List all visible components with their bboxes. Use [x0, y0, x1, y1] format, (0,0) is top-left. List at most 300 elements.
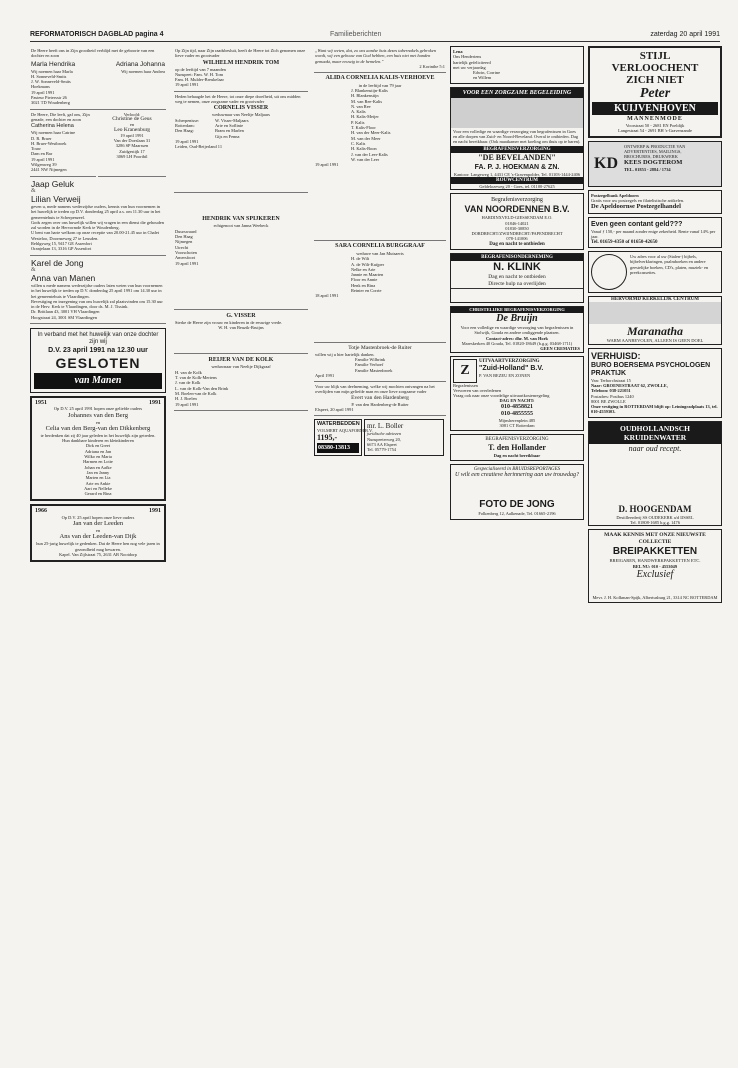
- anniversary-body: hun 25-jarig huwelijk te gedenken. Dat de Heere hen nog vele jaren in gezondheid mag bewaren.: [36, 541, 160, 552]
- family-line: H. van de Kolk: [175, 369, 202, 375]
- ad-address: Voorstraat 50 - 2681 EN Poeldijk: [625, 123, 685, 128]
- obituary-reijer-van-de-kolk: [174, 354, 308, 410]
- paper-date: zaterdag 20 april 1991: [650, 31, 720, 38]
- bookstore-logo-icon: [591, 254, 627, 290]
- thanks-body: Voor uw blijk van deelneming, welke wij mochten ontvangen na het overlijden van mijn geliefde man en onze lieve zorgzame vader: [315, 384, 435, 395]
- wedding-announcement-de-jong: Karel de Jong & Anna van Manen willen u mede namens wederzijdse ouders laten weten van hun voornemen in het huwelijk te treden op D.V. donderdag 25 april 1991 om 14.30 uur in het gemeentehuis te Vlaardingen. Bevestiging en inzegening van ons huwelijk zal plaatsvinden om 15.30 uur in de Herv. Kerk te Vlaardingen, door ds. M. J. Tissink. Dr. Brittlaan 43, 3001 VH Vlaardingen Hoogstraat 24, 3001 SM Vlaardingen: [30, 256, 166, 324]
- quote-block: [314, 46, 446, 73]
- ad-address: Mijnsherenplein 485: [498, 417, 536, 423]
- ad-tagline: GEEN CREMATIES: [540, 346, 580, 352]
- family-place: Rotterdam:: [175, 122, 195, 128]
- place-line: Touw: [31, 146, 41, 152]
- address-line: 3069 LH Poortbil: [116, 154, 148, 160]
- closed-notice-date: D.V. 23 april 1991 na 12.30 uur: [48, 346, 148, 354]
- ad-phone: 010-4858821: [501, 403, 533, 410]
- family-line: W. H. van Beuzik-Bruijns: [218, 325, 264, 331]
- thanks-date: Elspeet, 20 april 1991: [315, 406, 354, 412]
- parent-name: H. Bruer-Westbroek: [31, 140, 67, 146]
- thanks-evert: [314, 382, 446, 416]
- children-line: Adriana en Jan: [84, 448, 112, 454]
- family-line: M. van der Meer: [351, 135, 381, 141]
- ad-company: De Apeldoornse Postzegelhandel: [591, 203, 681, 211]
- family-line: Reinier en Corrie: [351, 288, 382, 294]
- de-bruijn-ad: [450, 306, 584, 352]
- family-line: M. Boelen-van de Kolk: [175, 390, 217, 396]
- ad-headline: VERLOOCHENT: [611, 62, 699, 74]
- family-line: T. van de Kolk-Mertens: [175, 375, 217, 381]
- anniversary-1951: [30, 396, 166, 501]
- family-line: C. Kalis: [351, 140, 366, 146]
- kees-dogterom-ad: [588, 141, 722, 187]
- family-line: Nunspeet: Fam. W. H. Tom: [175, 71, 224, 77]
- van-noordennen-ad: [450, 193, 584, 250]
- boersema-ad: [588, 348, 722, 418]
- end-year: 1991: [149, 399, 161, 406]
- ad-phone: BEL NU: 010 - 4553049: [632, 563, 678, 569]
- hoogendam-ad: [588, 421, 722, 527]
- ad-address: Destilleerderij SS OUDEKERK a/d IJSSEL: [616, 514, 694, 520]
- family-line: A. de Wilt-Kuijper: [351, 261, 385, 267]
- bible-reference: 2 Korinthe 5:1: [419, 63, 445, 69]
- foto-de-jong-ad: [450, 464, 584, 520]
- engaged-name: Leo Kranenburg: [113, 126, 151, 133]
- ad-subtitle: VOLMERT AQUAFORM B.V.: [317, 427, 373, 433]
- wedding-body: geven u, mede namens wederzijdse ouders, kennis van hun voornemen in het huwelijk te treden op D.V. donderdag 25 april a.s. om 11.30 uur in het gemeentehuis te Scherpenzeel.: [31, 203, 161, 220]
- deceased-name: WILHELM HENDRIK TOM: [202, 59, 280, 66]
- ad-phone: TEL. 01853 - 2884 / 1734: [624, 167, 671, 173]
- obituary-alida-kalis: [314, 73, 446, 241]
- announcement-date: 19 april 1991: [31, 89, 55, 95]
- deceased-name: G. VISSER: [226, 312, 256, 319]
- zuid-holland-logo-icon: Z: [453, 359, 477, 383]
- greeting-line: hartelijk gefeliciteerd: [453, 59, 491, 65]
- ad-tagline: Directe hulp na overlijden: [488, 281, 546, 288]
- family-line: Nijmegen: [175, 239, 193, 245]
- ad-price: 1195,-: [317, 432, 338, 442]
- ad-title: BREIPAKKETTEN: [612, 546, 698, 558]
- family-line: Bram en Marlen: [215, 128, 244, 134]
- ad-address: Van: Terborchstraat 15: [591, 377, 631, 383]
- start-year: 1951: [35, 399, 47, 406]
- family-line: T. Kalis-Floor: [351, 125, 376, 131]
- maranatha-ad: [588, 296, 722, 345]
- zuid-holland-ad: [450, 356, 584, 432]
- spouse-name: Jan van der Leeden: [72, 520, 124, 528]
- ad-phone: 078-141006: [506, 236, 528, 242]
- children-line: Johan en Aafke: [84, 464, 112, 470]
- loan-ad: [588, 217, 722, 248]
- place-line: Dam en Bar: [31, 151, 53, 157]
- ad-item: Vervoeren van overledenen: [453, 387, 502, 393]
- masthead: [30, 30, 720, 42]
- children-line: Arie en Ankie: [85, 480, 111, 486]
- family-line: Den Haag: [175, 234, 193, 240]
- ad-address: Folkenberg 12, Aalkenade, Tel. 01665-2196: [478, 511, 556, 517]
- obituary-date: 19 april 1991: [175, 260, 199, 266]
- spouse-name: Johannes van den Berg: [68, 411, 128, 419]
- family-place: Den Haag:: [175, 128, 194, 134]
- brand-script: Exclusief: [636, 568, 674, 580]
- closed-notice-brand: [34, 373, 162, 389]
- family-line: Duurswaard: [175, 228, 197, 234]
- end-year: 1991: [149, 508, 161, 515]
- ad-subtitle: naar oud recept.: [628, 443, 682, 453]
- family-line: Familie Wilbrink: [355, 356, 386, 362]
- boller-ad: [364, 419, 444, 456]
- ad-item: Vraag ook naar onze voordelige uitvaartkostenregeling: [453, 393, 550, 399]
- family-line: H. de Wilt: [351, 256, 370, 262]
- deceased-subtext: weduwe van Jan Mutsaerts: [356, 250, 404, 256]
- family-line: Utrecht: [175, 244, 189, 250]
- obituary-sara-burggraaf: [314, 241, 446, 342]
- birthday-greeting: [450, 46, 584, 84]
- family-line: W. van der Leer: [351, 156, 380, 162]
- obituary-hendrik-van-spijkeren: [174, 193, 308, 309]
- start-year: 1966: [35, 508, 47, 515]
- ad-contact: Contact-adres: dhr. M. van Hork: [486, 335, 548, 341]
- ad-headline: OUDHOLLANDSCH KRUIDENWATER: [589, 422, 721, 444]
- conjunction: en: [95, 528, 101, 534]
- signature-line: P. van den Hardenberg-de Ruiter: [351, 401, 409, 407]
- family-line: Voorschoten: [175, 249, 197, 255]
- ad-phone: 010-4855555: [501, 410, 533, 417]
- parent-name: Hoekmans: [31, 84, 50, 90]
- family-line: Nelke en Arie: [351, 266, 376, 272]
- ad-body: Voor een volledige en waardige verzorging van begrafenissen in Stolwijk, Gouda en andere omliggende plaatsen.: [460, 325, 574, 336]
- obituary-g-visser: [174, 310, 308, 355]
- ad-title: HERVORMD KERKELIJK CENTRUM: [610, 297, 700, 303]
- family-line: P. Kalis: [351, 119, 365, 125]
- deceased-subtext: echtgenoot van Janna Weebeck: [213, 223, 269, 229]
- ad-headline: Even geen contant geld???: [591, 221, 683, 229]
- ad-headline: MAAK KENNIS MET ONZE NIEUWSTE COLLECTIE: [604, 532, 706, 546]
- ad-company: N. KLINK: [493, 261, 541, 274]
- ad-tagline: Dag en nacht te ontbieden: [488, 274, 546, 281]
- family-line: J. Blankenstijn-Kalis: [351, 87, 388, 93]
- children-line: Hun dankbare kinderen en kleinkinderen: [62, 438, 134, 444]
- children-line: Dirk en Greet: [85, 443, 111, 449]
- ad-note: Onze vestiging in ROTTERDAM blijft op: Leiningradplaats 13, tel. 010-4559303.: [591, 404, 718, 415]
- deceased-name: CORNELIS VISSER: [213, 105, 269, 112]
- ad-tagline: Dag en nacht bereikbaar: [493, 452, 541, 458]
- announcement-intro: De Heere heeft ons in Zijn grootheid verblijd met de geboorte van een dochter en zoon: [31, 48, 155, 59]
- ad-subtitle: BREIGAREN, HANDWERKPAKKETTEN ETC.: [609, 558, 701, 564]
- ad-headline: VERHUISD:: [591, 350, 641, 361]
- parent-name: D. R. Bruer: [31, 135, 52, 141]
- thanks-body: willen wij u hier hartelijk danken.: [315, 351, 375, 357]
- ad-banner: VOOR EEN ZORGZAME BEGELEIDING: [451, 88, 583, 98]
- deceased-subtext: weduwnaar van Neeltje Maljaars: [212, 112, 270, 118]
- obituary-date: 19 april 1991: [175, 401, 199, 407]
- family-line: Floor en Annie: [351, 277, 378, 283]
- children-line: Aart en Nelleke: [84, 485, 112, 491]
- kd-logo: KD: [594, 154, 618, 172]
- family-line: Arie en Soflinie: [215, 122, 244, 128]
- address-line: 2441 NW Nijmegen: [31, 167, 67, 173]
- closed-notice-ad: [30, 328, 166, 393]
- obituary-wilhelm-tom: [174, 46, 308, 92]
- thanks-name: Totje Mastenbroek-de Ruiter: [348, 344, 412, 351]
- ad-owner: FA. P. J. HOEKMAN & ZN.: [474, 163, 560, 171]
- obituary-intro: Heden behaagde het de Heere, tot onze diepe droefheid, uit ons midden weg te nemen, onze zorgzame vader en grootvader: [175, 93, 301, 105]
- brand-name: van Manen: [74, 374, 122, 386]
- ad-phone: Tel. 01808-1685 b.g.g. 1476: [630, 520, 680, 526]
- ad-tagline: WARM AANBEVOLEN, ALLEEN IS GEEN DOEL: [606, 338, 704, 344]
- thanks-date: April 1991: [315, 372, 335, 378]
- ad-title: mr. L. Boller: [367, 422, 404, 431]
- column-2: [174, 46, 308, 1046]
- ad-title: Postzegelbank Apeldoorn: [591, 192, 639, 198]
- ad-address: Naar: GROENESTRAAT 62, ZWOLLE,: [591, 382, 668, 388]
- obituary-date: 19 april 1991: [175, 82, 199, 88]
- ad-company: D. HOOGENDAM: [618, 503, 692, 514]
- children-line: Gerard en Rina: [84, 491, 112, 497]
- family-line: Familie Mastenbroek: [355, 367, 393, 373]
- obituary-date: 19 april 1991: [175, 138, 199, 144]
- ad-title: UITVAARTVERZORGING: [479, 358, 540, 364]
- wedding-body: U bent van harte welkom op onze receptie van 20.00-21.45 uur in Chalet Westeloo, Doornseweg 27 te Leusden.: [31, 230, 160, 241]
- child-name: Marla Hendrika: [31, 60, 76, 68]
- ad-address: Kantoor: Langeweg 1, 4431 CE 's-Gravenpolder, Tel. 01103-1444-2406: [453, 171, 581, 177]
- obituary-body: Sterke de Heere zijn vrouw en kinderen in de eeuwige vrede.: [175, 319, 283, 325]
- ad-body: Uw adres voor al uw (Stalen-) bijbels, bijbelverklaringen, psalmboeken en andere geestelijke boeken, CD's, platen, muziek- en preekcassettes.: [630, 254, 709, 275]
- address-line: Rehlgsweg 15, 9417 GE Assenfort: [31, 241, 92, 247]
- deceased-name: SARA CORNELIA BURGGRAAF: [335, 243, 425, 250]
- deceased-name: ALIDA CORNELIA KALIS-VERHOEVE: [325, 75, 435, 82]
- ad-title: WATERBEDDEN: [317, 421, 360, 428]
- announcement-date: 19 april 1991: [31, 156, 55, 162]
- ad-address: Postadres: Postbus 1240: [591, 393, 634, 399]
- parent-name: J. W. Sonneveld-Smits: [31, 79, 71, 85]
- family-line: H. J. Boelen: [175, 396, 197, 402]
- ad-bar: ROUWCENTRUM: [451, 177, 583, 184]
- column-1: [30, 46, 166, 1046]
- deceased-subtext: op de leeftijd van 7 maanden: [175, 66, 226, 72]
- greeting-sign: en Willem: [473, 75, 492, 81]
- children-line: Jan en Janny: [86, 469, 110, 475]
- address-line: Tel. 05779-1754: [367, 447, 396, 453]
- paper-name: REFORMATORISCH DAGBLAD pagina 4: [30, 31, 164, 38]
- ad-phone: 01846-14021: [505, 220, 529, 226]
- family-place: Scherpenisse:: [175, 117, 200, 123]
- closed-notice-text: In verband met het huwelijk van onze dochter zijn wij: [37, 331, 159, 345]
- anniversary-intro: Op D.V. 25 april 1991 hopen onze geliefde ouders: [53, 406, 143, 412]
- family-line: L. van de Kolk-Van den Brink: [175, 385, 229, 391]
- children-line: Wilko en Maria: [84, 454, 112, 460]
- obituary-address: Leiden, Oud-Beijerland 11: [175, 144, 223, 150]
- waterbedden-ad: [314, 419, 373, 456]
- column-5: [588, 46, 722, 1046]
- ad-item: ONTWERP & PRODUCTIE VAN: [624, 143, 686, 149]
- ad-bar: BEGRAFENISVERZORGING: [485, 437, 549, 443]
- ad-title: "DE BEVELANDEN": [478, 152, 556, 162]
- ad-bar: Gespecialiseerd in BRUIDSREPORTAGES: [473, 466, 561, 472]
- groom-name: Jaap Geluk: [31, 178, 74, 189]
- wedding-body: Gods zegen over ons huwelijk willen wij vragen in een dienst die gehouden zal worden in de Hervormde Kerk te Woudenberg.: [31, 219, 164, 231]
- family-line: H. Kalis-Boon: [351, 146, 377, 152]
- ad-company: T. den Hollander: [488, 442, 546, 452]
- deceased-subtext: in de leeftijd van 79 jaar: [358, 82, 402, 88]
- de-bevelanden-ad: [450, 87, 584, 190]
- obituary-intro: Op Zijn tijd, naar Zijn raadsbesluit, heeft de Heere tot Zich genomen onze lieve vader en grootvader: [175, 48, 306, 59]
- ad-item: BROCHURES, DRUKWERK: [624, 154, 678, 160]
- family-line: H. van der Meer-Kalis: [351, 130, 391, 136]
- obituary-cornelis-visser: [174, 92, 308, 194]
- ad-item: Begrafenissen: [453, 382, 478, 388]
- family-line: M. van Ree-Kalis: [351, 98, 383, 104]
- children-line: Harmen en Lotte: [83, 459, 113, 465]
- anniversary-body: te herdenken dat zij 40 jaar geleden in het huwelijk zijn getreden.: [40, 432, 156, 438]
- address-line: Hoogstraat 24, 3001 SM Vlaardingen: [31, 314, 97, 320]
- ad-bar: BEGRAFENISVERZORGING: [451, 146, 583, 153]
- family-line: Familie Verhoef: [355, 362, 384, 368]
- family-line: J. van der Leer-Kalis: [351, 151, 388, 157]
- ad-company: De Bruijn: [496, 313, 538, 325]
- announcement-date: 19 april 1991: [120, 132, 144, 138]
- address-line: Dr. Brittlaan 43, 3001 VH Vlaardingen: [31, 309, 100, 315]
- engaged-name: Christine de Geus: [112, 115, 152, 122]
- spouse-name: Ans van der Leeden-van Dijk: [59, 533, 137, 541]
- anniversary-intro: Op D.V. 25 april hopen onze lieve ouders: [61, 514, 135, 520]
- family-line: N. van Ree: [351, 103, 371, 109]
- greeting-line: met uw verjaardag: [453, 64, 486, 70]
- section-title: Familieberichten: [330, 31, 382, 38]
- deceased-name: HENDRIK VAN SPIJKEREN: [202, 216, 280, 223]
- address-line: Nunspeeterweg 20,: [367, 436, 401, 442]
- ad-address: HARDINXVELD-GIESSENDAM E.O.: [481, 215, 553, 221]
- ad-phone-label: DAG EN NACHT:: [499, 398, 535, 404]
- parent-name: H. Sonneveld-Smits: [31, 73, 67, 79]
- thanks-totje: [314, 343, 446, 382]
- obituary-date: 19 april 1991: [315, 162, 339, 168]
- kuijvenhoven-ad: [588, 46, 722, 138]
- spouse-name: Celia van den Berg-van den Dikkenberg: [45, 424, 151, 432]
- bookstore-ad: [588, 251, 722, 293]
- address-line: 3286 SP Maarssen: [115, 143, 149, 149]
- family-line: J. van de Kolk: [175, 380, 201, 386]
- address-line: Oranjelaan 13, 3316 GP Assenfort: [31, 246, 92, 252]
- family-line: A. Kalis: [351, 109, 366, 115]
- ad-subtitle: P. VAN BEZEU EN ZONEN: [479, 372, 531, 378]
- ad-body: U wilt een creatieve herinnering aan uw trouwdag?: [454, 472, 580, 479]
- ad-company: Maranatha: [626, 324, 684, 339]
- ad-address: 3081 CT Rotterdam: [499, 423, 535, 429]
- ad-headline: STIJL: [639, 50, 671, 62]
- family-line: Fam. H. Mulder-Breukelaar: [175, 77, 224, 83]
- ad-body: Voor een volledige en waardige verzorging van begrafenissen in Goes en alle dorpen van Zuid- en Noord-Beveland. Overal te ontbieden. Dag en nacht bereikbaar. (Ook maatkamer met koeling om thuis op te baren).: [453, 128, 581, 145]
- ad-company: "Zuid-Holland" B.V.: [479, 364, 544, 372]
- bible-quote: „Want wij weten, dat, zo ons aardse huis dezes tabernakels gebroken wordt, wij een gebouw van God hebben, een huis niet met handen gemaakt, maar eeuwig in de hemelen.": [315, 48, 436, 64]
- hearse-image: [451, 98, 583, 128]
- family-line: Jannie en Maarten: [351, 272, 384, 278]
- breipakketten-ad: [588, 529, 722, 603]
- child-name: Adriana Johanna: [115, 60, 165, 68]
- ad-address: 8001 BE ZWOLLE: [591, 398, 626, 404]
- engagement-label: Verloofd:: [123, 111, 141, 117]
- ad-headline: ZICH NIET: [626, 74, 684, 86]
- n-klink-ad: [450, 253, 584, 303]
- brand-script: Peter: [639, 86, 671, 101]
- thanks-name: Evert van den Hardenberg: [351, 394, 409, 401]
- ad-address: Langestraat 54 - 2691 BH 's-Gravenzande: [618, 128, 692, 134]
- ad-bar: BEGRAFENISONDERNEMING: [451, 254, 583, 261]
- bride-name: Lilian Verweij: [31, 193, 81, 204]
- bride-name: Anna van Manen: [31, 272, 96, 283]
- ad-address: Geldelozeweg 20 - Goes, tel. 01100-27625: [479, 183, 555, 189]
- ad-body: Gratis voor uw postzegels en filatelistische artikelen.: [591, 197, 685, 203]
- ad-phone: 08380-13813: [317, 443, 359, 453]
- engagement-announcement: [98, 110, 166, 177]
- ad-address: DORDRECHT/ZWIJNDRECHT/PAPENDRECHT: [471, 231, 563, 237]
- family-line: H. Kalis-Meijer: [351, 114, 379, 120]
- greeting-sign: Edwin, Corrine: [473, 70, 501, 76]
- family-line: Amersfoort: [175, 255, 196, 261]
- address-line: Wilgenweg 39: [31, 162, 57, 168]
- child-subtext: Wij noemen haar Catrine: [31, 130, 76, 136]
- anniversary-1966: [30, 504, 166, 562]
- den-hollander-ad: [450, 434, 584, 461]
- family-line: H. Blankenstijn: [351, 93, 379, 99]
- birth-announcement-twins: [30, 46, 166, 110]
- wedding-body: willen u mede namens wederzijdse ouders laten weten van hun voornemen in het huwelijk te treden op D.V. donderdag 25 april 1991 om 14.30 uur in het gemeentehuis te Vlaardingen.: [31, 282, 163, 299]
- child-name: Catherina Helena: [31, 123, 74, 130]
- wedding-announcement-geluk: Jaap Geluk & Lilian Verweij geven u, mede namens wederzijdse ouders, kennis van hun voornemen in het huwelijk te treden op D.V. donderdag 25 april a.s. om 11.30 uur in het gemeentehuis te Scherpenzeel. Gods zegen over ons huwelijk willen wij vragen in een dienst die gehouden zal worden in de Hervormde Kerk te Woudenberg. U bent van harte welkom op onze receptie van 20.00-21.45 uur in Chalet Westeloo, Doornseweg 27 te Leusden. Rehlgsweg 15, 9417 GE Assenfort Oranjelaan 13, 3316 GP Assenfort: [30, 177, 166, 256]
- groom-name: Karel de Jong: [31, 257, 84, 268]
- address-line: Zuidgestijk 17: [119, 148, 145, 154]
- greeting-line: Lena: [453, 49, 463, 54]
- ad-subtitle: juridische adviezen: [367, 431, 402, 437]
- column-4: [450, 46, 584, 1046]
- church-image: [589, 302, 721, 324]
- ad-item: ADVERTENTIES, MAILINGS,: [624, 148, 682, 154]
- deceased-subtext: weduwnaar van Neeltje Dijkgraaf: [211, 364, 271, 370]
- ad-company: BURO BOERSEMA PSYCHOLOGEN PRAKTIJK: [591, 361, 711, 377]
- ad-address: Mevr. J. H. Kolkman-Spijk, Albertusburg 21, 3314 NC ROTTERDAM: [592, 594, 718, 600]
- ad-tagline: Dag en nacht te ontbieden: [489, 241, 545, 247]
- ad-company: FOTO DE JONG: [479, 499, 555, 511]
- ad-body: Vanaf ƒ 150,- per maand zonder enige zekerheid. Rente vanaf 14% per jaar.: [591, 229, 716, 240]
- greeting-line: Ons Henderiens: [453, 54, 482, 60]
- conjunction: en: [129, 122, 135, 128]
- postzegel-ad: [588, 190, 722, 215]
- deceased-name: REIJER VAN DE KOLK: [208, 357, 274, 364]
- address-line: Van der Doeslaan 31: [113, 138, 151, 144]
- ad-title: Begrafenisverzorging: [491, 197, 543, 204]
- ad-company: VAN NOORDENNEN B.V.: [464, 204, 570, 215]
- announcement-intro: De Heere, Die leeft, gaf ons, Zijn genade, een dochter en zoon: [31, 111, 90, 122]
- ad-subtitle: MANNENMODE: [627, 116, 683, 122]
- address-line: 3021 TD Woudenberg: [31, 100, 70, 106]
- ad-company: KEES DOGTEROM: [624, 159, 683, 167]
- address-line: Kapel. Van Zijlstraat 75, 2631 AB Nootdorp: [59, 551, 137, 557]
- family-line: W. Visser-Maljaars: [215, 117, 249, 123]
- child-subtext: Wij noemen haar Marla: [31, 68, 73, 74]
- obituary-date: 18 april 1991: [315, 293, 339, 299]
- family-line: Henk en Rina: [351, 282, 376, 288]
- child-subtext: Wij noemen haar Andrea: [121, 68, 165, 74]
- ad-address: Mareskerken 40 Gouda, Tel. 01820-18649 (b.g.g. 03468-1711): [461, 340, 573, 346]
- ad-bar: CHRISTELIJKE BEGRAFENISVERZORGING: [451, 307, 583, 313]
- ad-phone: 01830-30850: [505, 225, 529, 231]
- address-line: 6673 AA Elspeet: [367, 441, 397, 447]
- children-line: Marten en Lia: [85, 475, 111, 481]
- address-line: Pasteur Pietersstr 26: [31, 95, 67, 101]
- birth-announcement-catherina: [30, 110, 96, 177]
- family-line: Gijs en Fenna: [215, 133, 240, 139]
- ad-phone: Telefoon: 038-221051: [591, 388, 631, 394]
- closed-notice-title: GESLOTEN: [55, 354, 141, 371]
- ad-phone: Tel. 01659-4350 of 01650-42650: [591, 239, 658, 245]
